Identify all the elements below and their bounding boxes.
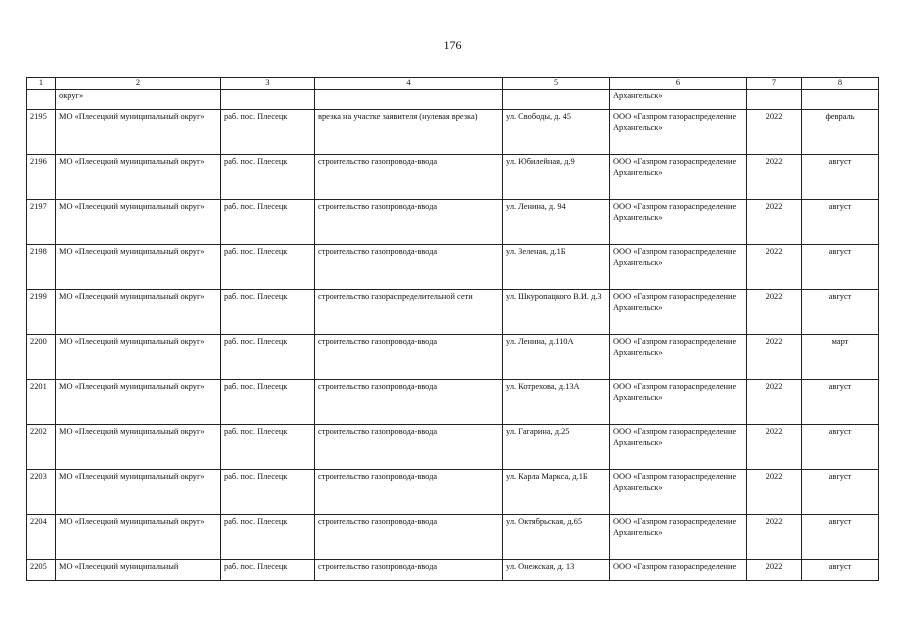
- column-header: 5: [503, 78, 610, 90]
- cell-address: ул. Онежская, д. 13: [503, 560, 610, 581]
- cell-month: [802, 90, 879, 110]
- column-header: 7: [747, 78, 802, 90]
- column-header: 4: [315, 78, 503, 90]
- cell-num: 2205: [27, 560, 56, 581]
- cell-municipality: МО «Плесецкий муниципальный округ»: [56, 515, 221, 560]
- cell-month: август: [802, 290, 879, 335]
- cell-municipality: МО «Плесецкий муниципальный округ»: [56, 290, 221, 335]
- cell-work: строительство газопровода-ввода: [315, 380, 503, 425]
- table-row: [27, 110, 879, 155]
- table-row: [27, 155, 879, 200]
- cell-num: 2203: [27, 470, 56, 515]
- cell-organization: ООО «Газпром газораспределение Архангельск»: [610, 245, 747, 290]
- cell-address: ул. Шкуропацкого В.И. д.3: [503, 290, 610, 335]
- column-header: 2: [56, 78, 221, 90]
- cell-locality: раб. пос. Плесецк: [221, 155, 315, 200]
- cell-month: август: [802, 470, 879, 515]
- cell-work: строительство газораспределительной сети: [315, 290, 503, 335]
- cell-work: строительство газопровода-ввода: [315, 335, 503, 380]
- cell-address: ул. Ленина, д. 94: [503, 200, 610, 245]
- page-number: 176: [443, 38, 462, 52]
- cell-num: [27, 90, 56, 110]
- cell-num: 2201: [27, 380, 56, 425]
- cell-month: август: [802, 245, 879, 290]
- cell-municipality: МО «Плесецкий муниципальный округ»: [56, 200, 221, 245]
- cell-num: 2197: [27, 200, 56, 245]
- cell-year: 2022: [747, 110, 802, 155]
- cell-year: 2022: [747, 200, 802, 245]
- cell-month: август: [802, 560, 879, 581]
- cell-year: 2022: [747, 335, 802, 380]
- table-row: [27, 425, 879, 470]
- cell-address: ул. Зеленая, д.1Б: [503, 245, 610, 290]
- cell-locality: раб. пос. Плесецк: [221, 245, 315, 290]
- cell-month: март: [802, 335, 879, 380]
- cell-municipality: МО «Плесецкий муниципальный округ»: [56, 335, 221, 380]
- cell-organization: ООО «Газпром газораспределение Архангельск»: [610, 335, 747, 380]
- cell-year: 2022: [747, 515, 802, 560]
- cell-municipality: МО «Плесецкий муниципальный округ»: [56, 245, 221, 290]
- cell-municipality: МО «Плесецкий муниципальный округ»: [56, 425, 221, 470]
- cell-organization: ООО «Газпром газораспределение Архангельск»: [610, 425, 747, 470]
- cell-month: август: [802, 515, 879, 560]
- cell-locality: раб. пос. Плесецк: [221, 515, 315, 560]
- cell-address: ул. Октябрьская, д.65: [503, 515, 610, 560]
- cell-organization: ООО «Газпром газораспределение: [610, 560, 747, 581]
- cell-locality: раб. пос. Плесецк: [221, 380, 315, 425]
- cell-locality: раб. пос. Плесецк: [221, 110, 315, 155]
- cell-year: [747, 90, 802, 110]
- header-row: [27, 78, 879, 90]
- cell-municipality: МО «Плесецкий муниципальный округ»: [56, 155, 221, 200]
- cell-month: август: [802, 380, 879, 425]
- cell-municipality: МО «Плесецкий муниципальный округ»: [56, 470, 221, 515]
- cell-work: врезка на участке заявителя (нулевая врезка): [315, 110, 503, 155]
- cell-municipality: МО «Плесецкий муниципальный: [56, 560, 221, 581]
- cell-month: август: [802, 155, 879, 200]
- cell-locality: раб. пос. Плесецк: [221, 425, 315, 470]
- cell-num: 2196: [27, 155, 56, 200]
- cell-locality: раб. пос. Плесецк: [221, 290, 315, 335]
- cell-municipality: МО «Плесецкий муниципальный округ»: [56, 110, 221, 155]
- cell-organization: ООО «Газпром газораспределение Архангельск»: [610, 380, 747, 425]
- continuation-row: [27, 90, 879, 110]
- cell-municipality: МО «Плесецкий муниципальный округ»: [56, 380, 221, 425]
- cell-work: строительство газопровода-ввода: [315, 560, 503, 581]
- table-row: [27, 470, 879, 515]
- cell-organization: ООО «Газпром газораспределение Архангельск»: [610, 200, 747, 245]
- cell-locality: [221, 90, 315, 110]
- table-body: [27, 90, 879, 581]
- table-row: [27, 380, 879, 425]
- cell-address: ул. Юбилейная, д.9: [503, 155, 610, 200]
- cell-address: ул. Гагарина, д.25: [503, 425, 610, 470]
- table-row: [27, 200, 879, 245]
- cell-month: август: [802, 200, 879, 245]
- cell-organization: ООО «Газпром газораспределение Архангельск»: [610, 470, 747, 515]
- cell-month: февраль: [802, 110, 879, 155]
- cell-num: 2204: [27, 515, 56, 560]
- cell-organization: ООО «Газпром газораспределение Архангельск»: [610, 515, 747, 560]
- cell-address: ул. Карла Маркса, д.1Б: [503, 470, 610, 515]
- table-row: [27, 335, 879, 380]
- cell-work: строительство газопровода-ввода: [315, 200, 503, 245]
- cell-year: 2022: [747, 425, 802, 470]
- cell-work: строительство газопровода-ввода: [315, 515, 503, 560]
- cell-year: 2022: [747, 245, 802, 290]
- cell-municipality: округ»: [56, 90, 221, 110]
- cell-locality: раб. пос. Плесецк: [221, 470, 315, 515]
- cell-work: строительство газопровода-ввода: [315, 470, 503, 515]
- cell-num: 2200: [27, 335, 56, 380]
- cell-address: [503, 90, 610, 110]
- table-row: [27, 515, 879, 560]
- cell-organization: ООО «Газпром газораспределение Архангельск»: [610, 110, 747, 155]
- cell-organization: ООО «Газпром газораспределение Архангельск»: [610, 290, 747, 335]
- column-header: 3: [221, 78, 315, 90]
- column-header: 6: [610, 78, 747, 90]
- cell-work: строительство газопровода-ввода: [315, 245, 503, 290]
- cell-year: 2022: [747, 380, 802, 425]
- cell-year: 2022: [747, 560, 802, 581]
- cell-address: ул. Свободы, д. 45: [503, 110, 610, 155]
- cell-address: ул. Котрехова, д.13А: [503, 380, 610, 425]
- cell-num: 2198: [27, 245, 56, 290]
- cell-address: ул. Ленина, д.110А: [503, 335, 610, 380]
- cell-year: 2022: [747, 155, 802, 200]
- cell-work: строительство газопровода-ввода: [315, 425, 503, 470]
- column-header: 8: [802, 78, 879, 90]
- column-header: 1: [27, 78, 56, 90]
- cell-work: [315, 90, 503, 110]
- cell-locality: раб. пос. Плесецк: [221, 200, 315, 245]
- cell-organization: Архангельск»: [610, 90, 747, 110]
- cell-num: 2195: [27, 110, 56, 155]
- table-row: [27, 560, 879, 581]
- table-row: [27, 245, 879, 290]
- cell-num: 2199: [27, 290, 56, 335]
- gasification-register-table: [26, 77, 879, 581]
- cell-num: 2202: [27, 425, 56, 470]
- cell-locality: раб. пос. Плесецк: [221, 335, 315, 380]
- cell-month: август: [802, 425, 879, 470]
- cell-work: строительство газопровода-ввода: [315, 155, 503, 200]
- cell-year: 2022: [747, 290, 802, 335]
- cell-year: 2022: [747, 470, 802, 515]
- table-row: [27, 290, 879, 335]
- cell-locality: раб. пос. Плесецк: [221, 560, 315, 581]
- cell-organization: ООО «Газпром газораспределение Архангельск»: [610, 155, 747, 200]
